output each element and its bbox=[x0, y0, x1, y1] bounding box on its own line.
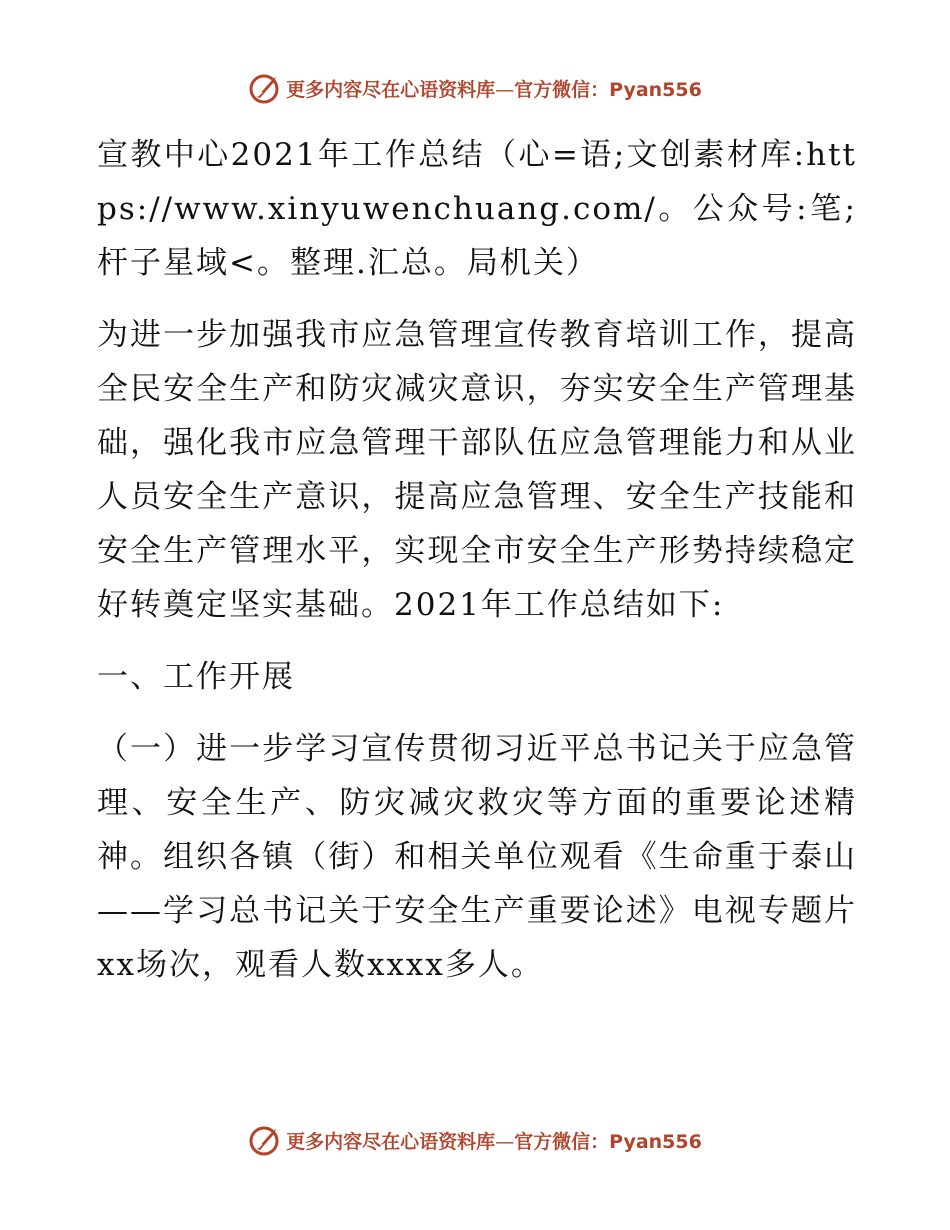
banner-text bbox=[286, 1127, 702, 1154]
document-title: 宣教中心2021年工作总结（心=语;文创素材库:https://www.xinyuwenchuang.com/。公众号:笔;杆子星域<。整理.汇总。局机关） bbox=[97, 137, 857, 281]
section-heading: 一、工作开展 bbox=[97, 659, 295, 695]
quill-pen-logo-icon bbox=[248, 71, 282, 105]
banner-slogan: 更多内容尽在心语资料库 bbox=[286, 1130, 496, 1153]
quill-pen-logo-icon bbox=[248, 1123, 282, 1157]
document-body bbox=[97, 128, 857, 992]
intro-paragraph: 为进一步加强我市应急管理宣传教育培训工作，提高全民安全生产和防灾减灾意识，夯实安全生产管理基础，强化我市应急管理干部队伍应急管理能力和从业人员安全生产意识，提高应急管理、安全生产技能和安全生产管理水平，实现全市安全生产形势持续稳定好转奠定坚实基础。2021年工作总结如下: bbox=[97, 317, 857, 623]
subsection-paragraph: （一）进一步学习宣传贯彻习近平总书记关于应急管理、安全生产、防灾减灾救灾等方面的重要论述精神。组织各镇（街）和相关单位观看《生命重于泰山——学习总书记关于安全生产重要论述》电视专题片xx场次，观看人数xxxx多人。 bbox=[97, 731, 857, 983]
banner-separator: — bbox=[495, 78, 515, 101]
banner-separator: — bbox=[495, 1130, 515, 1153]
banner-wechat-label: 官方微信： bbox=[514, 1130, 610, 1153]
banner-wechat-id: Pyan556 bbox=[609, 1130, 702, 1153]
header-watermark-banner bbox=[0, 68, 950, 108]
banner-slogan: 更多内容尽在心语资料库 bbox=[286, 78, 496, 101]
banner-wechat-label: 官方微信： bbox=[514, 78, 610, 101]
banner-wechat-id: Pyan556 bbox=[609, 78, 702, 101]
banner-text bbox=[286, 75, 702, 102]
footer-watermark-banner bbox=[0, 1120, 950, 1160]
